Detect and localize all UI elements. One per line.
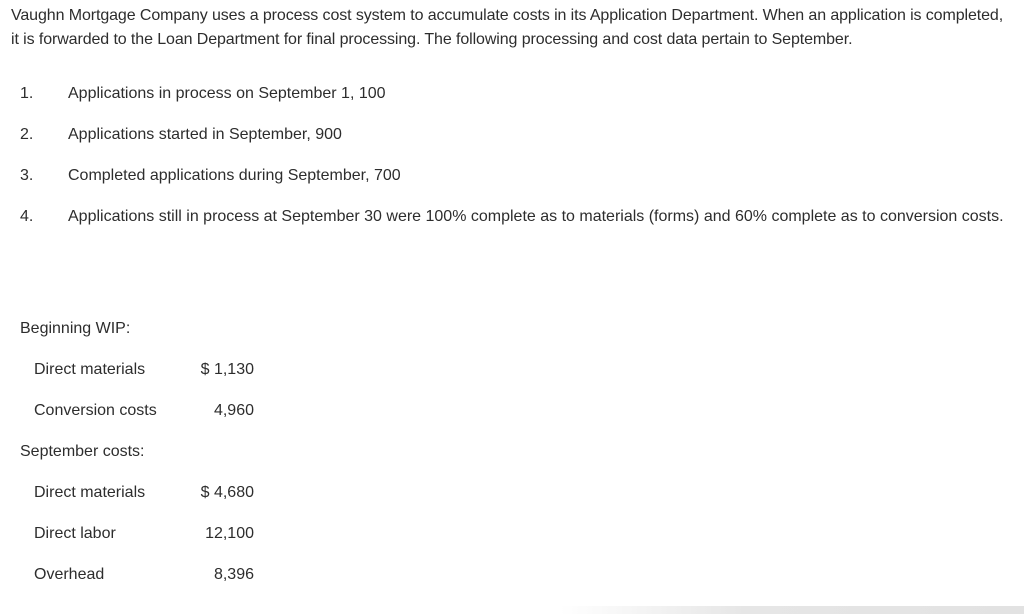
september-costs-heading-row: [0, 440, 300, 464]
page-edge-shadow: [560, 606, 1024, 614]
table-row: [0, 563, 300, 587]
cost-label: Direct labor: [34, 525, 116, 542]
cost-label: Overhead: [34, 566, 105, 583]
beginning-wip-heading-row: [0, 317, 300, 341]
cost-value: 12,100: [205, 525, 254, 542]
table-row: [0, 481, 300, 505]
cost-value: 8,396: [213, 566, 254, 583]
september-costs-heading: September costs:: [20, 443, 145, 460]
beginning-wip-heading: Beginning WIP:: [20, 320, 131, 337]
table-row: [0, 358, 300, 382]
cost-label: Direct materials: [34, 361, 146, 378]
list-number: 3.: [20, 167, 34, 184]
cost-label: Direct materials: [34, 484, 146, 501]
cost-value: $ 1,130: [200, 361, 254, 378]
list-text: Completed applications during September, 700: [68, 167, 401, 184]
cost-value: $ 4,680: [200, 484, 254, 501]
list-text: Applications in process on September 1, 100: [68, 85, 386, 102]
table-row: [0, 399, 300, 423]
problem-intro: Vaughn Mortgage Company uses a process cost system to accumulate costs in its Application Department. When an application is completed, it is forwarded to the Loan Department for final processing. The following processing and cost data pertain to September.: [11, 7, 1004, 48]
table-row: [0, 522, 300, 546]
cost-label: Conversion costs: [34, 402, 157, 419]
cost-value: 4,960: [213, 402, 254, 419]
list-number: 1.: [20, 85, 34, 102]
list-number: 4.: [20, 208, 34, 225]
list-number: 2.: [20, 126, 34, 143]
list-text: Applications still in process at September 30 were 100% complete as to materials (forms) and 60% complete as to conversion costs.: [68, 208, 1004, 225]
list-text: Applications started in September, 900: [68, 126, 342, 143]
